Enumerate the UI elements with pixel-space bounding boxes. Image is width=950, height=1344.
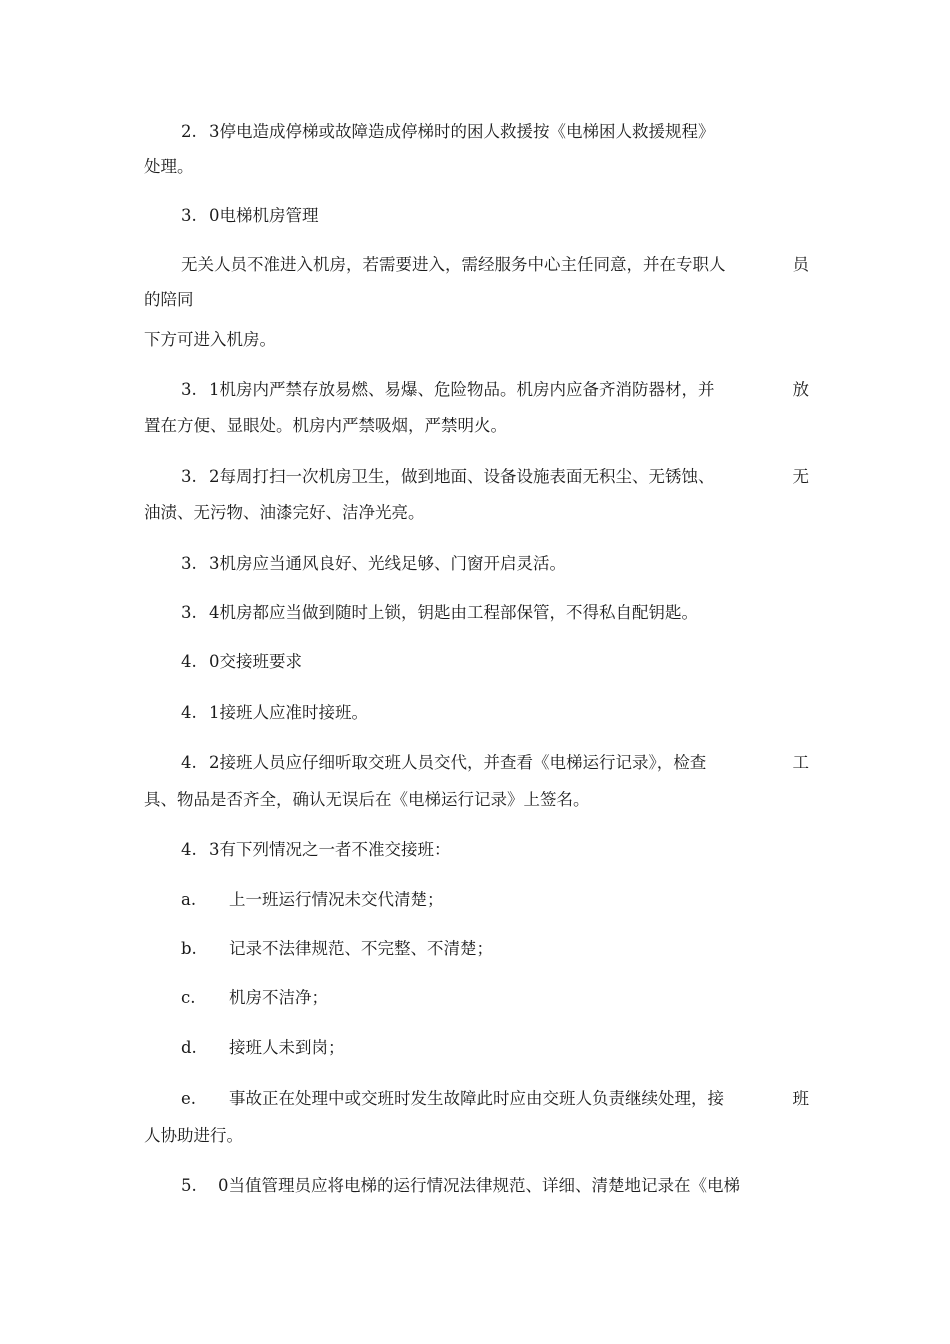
list-item — [181, 939, 809, 959]
list-letter: c. — [181, 988, 196, 1007]
line-text: 1机房内严禁存放易燃、易爆、危险物品。机房内应备齐消防器材，并 — [209, 380, 715, 399]
line-text: 人协助进行。 — [144, 1126, 243, 1145]
line-text: 2每周打扫一次机房卫生，做到地面、设备设施表面无积尘、无锈蚀、 — [209, 467, 715, 486]
line-text: 3机房应当通风良好、光线足够、门窗开启灵活。 — [209, 554, 566, 573]
line-text: 下方可进入机房。 — [144, 330, 276, 349]
list-item — [181, 988, 809, 1008]
list-letter: d. — [181, 1038, 197, 1057]
line-text: 1接班人应准时接班。 — [209, 703, 368, 722]
line-text: 记录不法律规范、不完整、不清楚； — [229, 939, 493, 958]
paragraph-line — [181, 840, 809, 860]
line-text: 0电梯机房管理 — [209, 206, 319, 225]
line-text: 事故正在处理中或交班时发生故障此时应由交班人负责继续处理，接 — [229, 1089, 724, 1108]
line-text: 3停电造成停梯或故障造成停梯时的困人救援按《电梯困人救援规程》 — [209, 122, 715, 141]
paragraph-line — [181, 603, 809, 623]
item-number: 3. — [181, 554, 197, 573]
list-letter: a. — [181, 890, 197, 909]
item-number: 4. — [181, 652, 197, 671]
paragraph-line — [181, 753, 809, 773]
line-text: 置在方便、显眼处。机房内严禁吸烟，严禁明火。 — [144, 416, 507, 435]
paragraph-line — [144, 1126, 809, 1146]
line-text: 处理。 — [144, 157, 194, 176]
paragraph-line — [181, 122, 809, 142]
paragraph-line — [181, 703, 809, 723]
line-tail: 无 — [792, 467, 809, 486]
item-number: 4. — [181, 703, 197, 722]
line-tail: 放 — [792, 380, 809, 399]
line-text: 具、物品是否齐全，确认无误后在《电梯运行记录》上签名。 — [144, 790, 590, 809]
item-number: 2. — [181, 122, 197, 141]
line-text: 无关人员不准进入机房，若需要进入，需经服务中心主任同意，并在专职人 — [181, 255, 726, 274]
list-item — [181, 1038, 809, 1058]
paragraph-line — [181, 554, 809, 574]
item-number: 3. — [181, 603, 197, 622]
line-text: 的陪同 — [144, 290, 194, 309]
item-number: 3. — [181, 380, 197, 399]
line-text: 3有下列情况之一者不准交接班： — [209, 840, 451, 859]
item-number: 5. — [181, 1176, 197, 1195]
line-tail: 班 — [792, 1089, 809, 1108]
paragraph-line — [181, 380, 809, 400]
line-text: 0当值管理员应将电梯的运行情况法律规范、详细、清楚地记录在《电梯 — [218, 1176, 740, 1195]
paragraph-line — [144, 416, 809, 436]
section-heading — [181, 652, 809, 672]
line-tail: 工 — [792, 753, 809, 772]
item-number: 4. — [181, 753, 197, 772]
line-text: 机房不洁净； — [229, 988, 328, 1007]
paragraph-line — [181, 1176, 809, 1196]
list-item — [181, 1089, 809, 1109]
paragraph-line — [144, 503, 809, 523]
list-letter: e. — [181, 1089, 197, 1108]
line-text: 油渍、无污物、油漆完好、洁净光亮。 — [144, 503, 425, 522]
item-number: 3. — [181, 206, 197, 225]
line-text: 0交接班要求 — [209, 652, 302, 671]
line-text: 4机房都应当做到随时上锁，钥匙由工程部保管，不得私自配钥匙。 — [209, 603, 698, 622]
item-number: 4. — [181, 840, 197, 859]
paragraph-line — [144, 157, 809, 177]
line-tail: 员 — [792, 255, 809, 274]
line-text: 上一班运行情况未交代清楚； — [229, 890, 444, 909]
item-number: 3. — [181, 467, 197, 486]
paragraph-line — [144, 330, 809, 350]
list-letter: b. — [181, 939, 197, 958]
line-text: 接班人未到岗； — [229, 1038, 345, 1057]
paragraph-line — [144, 290, 809, 310]
paragraph-line — [144, 790, 809, 810]
section-heading — [181, 206, 809, 226]
line-text: 2接班人员应仔细听取交班人员交代，并查看《电梯运行记录》，检查 — [209, 753, 707, 772]
list-item — [181, 890, 809, 910]
paragraph-line — [181, 467, 809, 487]
paragraph-line — [181, 255, 809, 275]
